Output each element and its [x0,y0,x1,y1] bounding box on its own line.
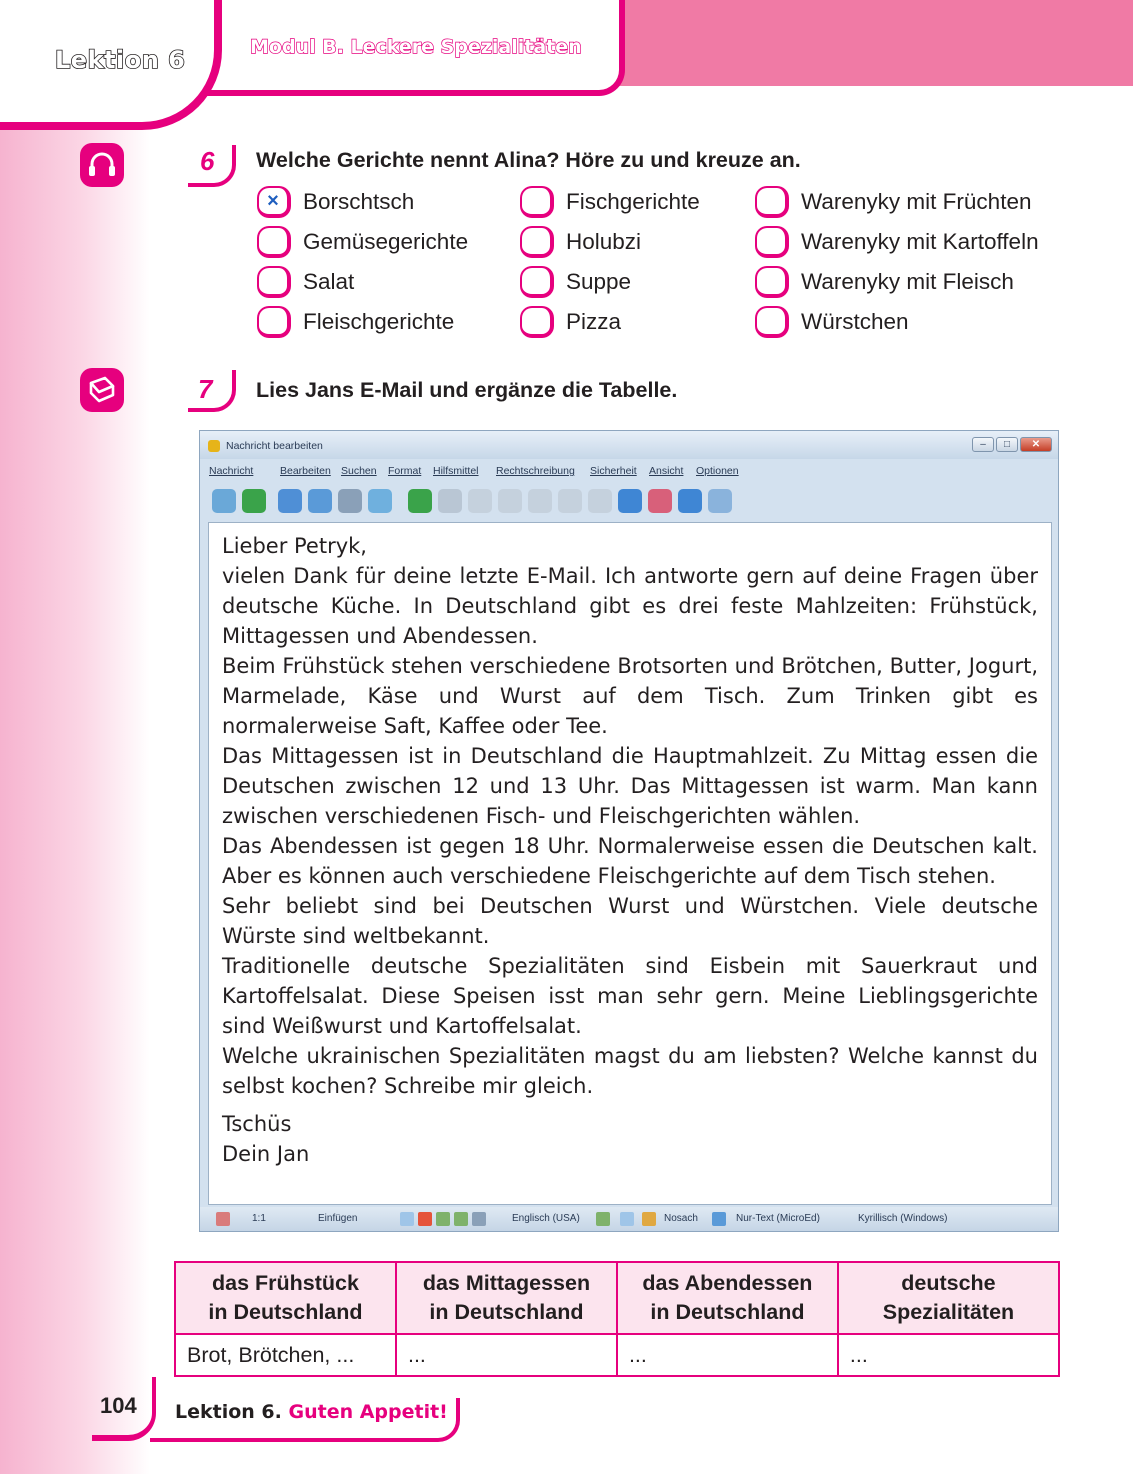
email-window [199,430,1059,1232]
menu-hilfsmittel[interactable]: Hilfsmittel [433,465,479,477]
menu-suchen[interactable]: Suchen [341,465,377,477]
email-paragraph: Das Abendessen ist gegen 18 Uhr. Normalerweise essen die Deutschen kalt. Aber es können auch verschiedene Fleischgerichte auf dem Tisch stehen. [222,834,1038,888]
menu-rechtschreibung[interactable]: Rechtschreibung [496,465,575,477]
status-icon [436,1212,450,1226]
book-icon [80,368,124,412]
menu-optionen[interactable]: Optionen [696,465,739,477]
footer-title [175,1401,448,1423]
checkbox[interactable] [257,306,291,338]
page-number: 104 [100,1393,137,1418]
option-borschtsch[interactable] [257,184,414,220]
email-greeting: Lieber Petryk, [222,534,367,558]
print-icon[interactable] [338,489,362,513]
option-pizza[interactable] [520,304,621,340]
app-icon [208,440,220,452]
option-label: Warenyky mit Fleisch [801,269,1014,294]
table-row [175,1334,1059,1376]
menu-ansicht[interactable]: Ansicht [649,465,684,477]
send-icon[interactable] [212,489,236,513]
undo-icon[interactable] [408,489,432,513]
message-body[interactable] [208,522,1052,1205]
header-line: deutsche [901,1271,996,1295]
checkbox[interactable] [520,226,554,258]
option-label: Gemüsegerichte [303,229,469,254]
option-warenyky-fruechten[interactable] [755,184,1031,220]
header-line: das Mittagessen [422,1271,591,1295]
header-line: Spezialitäten [882,1300,1015,1324]
option-label: Salat [303,269,355,294]
status-language: Englisch (USA) [512,1213,580,1224]
paste-special-icon[interactable] [558,489,582,513]
table-cell[interactable]: Brot, Brötchen, ... [175,1334,396,1376]
toolbar [208,485,828,519]
window-titlebar [200,431,1058,459]
option-fleischgerichte[interactable] [257,304,454,340]
copy-icon[interactable] [468,489,492,513]
header-line: in Deutschland [650,1300,805,1324]
close-button[interactable]: ✕ [1020,437,1052,452]
option-label: Holubzi [566,229,642,254]
cross-mark-icon: × [267,190,279,212]
cut-icon[interactable] [498,489,522,513]
header-line: das Frühstück [212,1271,359,1295]
status-mode: Einfügen [318,1213,358,1224]
status-icon [712,1212,726,1226]
send-later-icon[interactable] [242,489,266,513]
option-salat[interactable] [257,264,354,300]
header-line: in Deutschland [208,1300,363,1324]
option-label: Borschtsch [303,189,415,214]
status-icon [472,1212,486,1226]
table-header [175,1262,396,1334]
translate-icon[interactable] [648,489,672,513]
email-paragraph: Welche ukrainischen Spezialitäten magst du am liebsten? Welche kannst du selbst kochen? Schreibe mir gleich. [222,1044,1038,1098]
menu-bearbeiten[interactable]: Bearbeiten [280,465,331,477]
checkbox[interactable] [520,186,554,218]
option-warenyky-kartoffeln[interactable] [755,224,1039,260]
lesson-label: Lektion 6 [55,46,186,74]
email-paragraph: Sehr beliebt sind bei Deutschen Wurst und Würstchen. Viele deutsche Würste sind weltbekannt. [222,894,1038,948]
module-label: Modul B. Leckere Spezialitäten [250,36,582,58]
status-encoding: Kyrillisch (Windows) [858,1213,948,1224]
email-closing: Tschüs [222,1112,292,1136]
paste-icon[interactable] [528,489,552,513]
option-fischgerichte[interactable] [520,184,700,220]
attach-icon[interactable] [308,489,332,513]
status-icon [620,1212,634,1226]
table-header [617,1262,838,1334]
menu-nachricht[interactable]: Nachricht [209,465,254,477]
exercise-6-number: 6 [200,146,215,176]
option-label: Fischgerichte [566,189,700,214]
window-title: Nachricht bearbeiten [226,440,323,452]
minimize-button[interactable]: – [972,437,994,452]
status-icon [454,1212,468,1226]
option-label: Fleischgerichte [303,309,455,334]
spelling-icon[interactable] [618,489,642,513]
option-label: Warenyky mit Kartoffeln [801,229,1039,254]
options-icon[interactable] [708,489,732,513]
address-book-icon[interactable] [278,489,302,513]
menu-bar [200,459,1058,481]
headphones-icon [80,143,124,187]
checkbox[interactable] [520,306,554,338]
email-text [222,531,1038,1169]
checkbox[interactable] [755,226,789,258]
checkbox[interactable] [257,266,291,298]
email-paragraph: Beim Frühstück stehen verschiedene Brotsorten und Brötchen, Butter, Jogurt, Marmelade, Käse und Wurst auf dem Tisch. Zum Trinken gibt es normalerweise Saft, Kaffee oder Tee. [222,654,1038,738]
status-icon [418,1212,432,1226]
table-header-row [175,1262,1059,1334]
checkbox[interactable] [755,266,789,298]
delete-icon[interactable] [368,489,392,513]
checkbox[interactable] [755,306,789,338]
header-line: in Deutschland [429,1300,584,1324]
insert-icon[interactable] [678,489,702,513]
option-label: Pizza [566,309,622,334]
status-icon [216,1212,230,1226]
answer-table [174,1261,1060,1377]
maximize-button[interactable]: □ [996,437,1018,452]
table-cell[interactable]: ... [838,1334,1059,1376]
option-wuerstchen[interactable] [755,304,909,340]
menu-format[interactable]: Format [388,465,422,477]
table-cell[interactable]: ... [617,1334,838,1376]
table-header [838,1262,1059,1334]
status-position: 1:1 [252,1213,266,1224]
header-line: das Abendessen [642,1271,813,1295]
table-header [396,1262,617,1334]
status-nosach: Nosach [664,1213,698,1224]
email-signature: Dein Jan [222,1142,310,1166]
menu-sicherheit[interactable]: Sicherheit [590,465,637,477]
checkbox[interactable] [520,266,554,298]
status-bar [200,1207,1058,1231]
email-paragraph: Traditionelle deutsche Spezialitäten sind Eisbein mit Sauerkraut und Kartoffelsalat. Diese Speisen isst man sehr gern. Meine Lieblingsgerichte sind Weißwurst und Kartoffelsalat. [222,954,1038,1038]
status-format: Nur-Text (MicroEd) [736,1213,820,1224]
checkbox[interactable] [755,186,789,218]
format-icon[interactable] [588,489,612,513]
exercise-7-number: 7 [198,374,213,404]
email-paragraph: vielen Dank für deine letzte E-Mail. Ich antworte gern auf deine Fragen über deutsche Küche. In Deutschland gibt es drei feste Mahlzeiten: Frühstück, Mittagessen und Abendessen. [222,564,1038,648]
option-warenyky-fleisch[interactable] [755,264,1014,300]
option-label: Warenyky mit Früchten [801,189,1032,214]
checkbox[interactable] [257,186,291,218]
checkbox[interactable] [257,226,291,258]
option-suppe[interactable] [520,264,631,300]
status-icon [400,1212,414,1226]
status-icon [596,1212,610,1226]
email-paragraph: Das Mittagessen ist in Deutschland die Hauptmahlzeit. Zu Mittag essen die Deutschen zwischen 12 und 13 Uhr. Das Mittagessen ist warm. Man kann zwischen verschiedenen Fisch- und Fleischgerichten wählen. [222,744,1038,828]
footer-chapter: Guten Appetit! [288,1401,448,1423]
option-label: Suppe [566,269,632,294]
option-gemuesegerichte[interactable] [257,224,468,260]
option-holubzi[interactable] [520,224,641,260]
status-icon [642,1212,656,1226]
table-cell[interactable]: ... [396,1334,617,1376]
option-label: Würstchen [801,309,909,334]
left-page-strip [0,0,150,1474]
exercise-7-instruction: Lies Jans E-Mail und ergänze die Tabelle. [256,378,678,402]
exercise-6-instruction: Welche Gerichte nennt Alina? Höre zu und kreuze an. [256,148,801,172]
footer-prefix: Lektion 6. [175,1401,282,1423]
redo-icon[interactable] [438,489,462,513]
